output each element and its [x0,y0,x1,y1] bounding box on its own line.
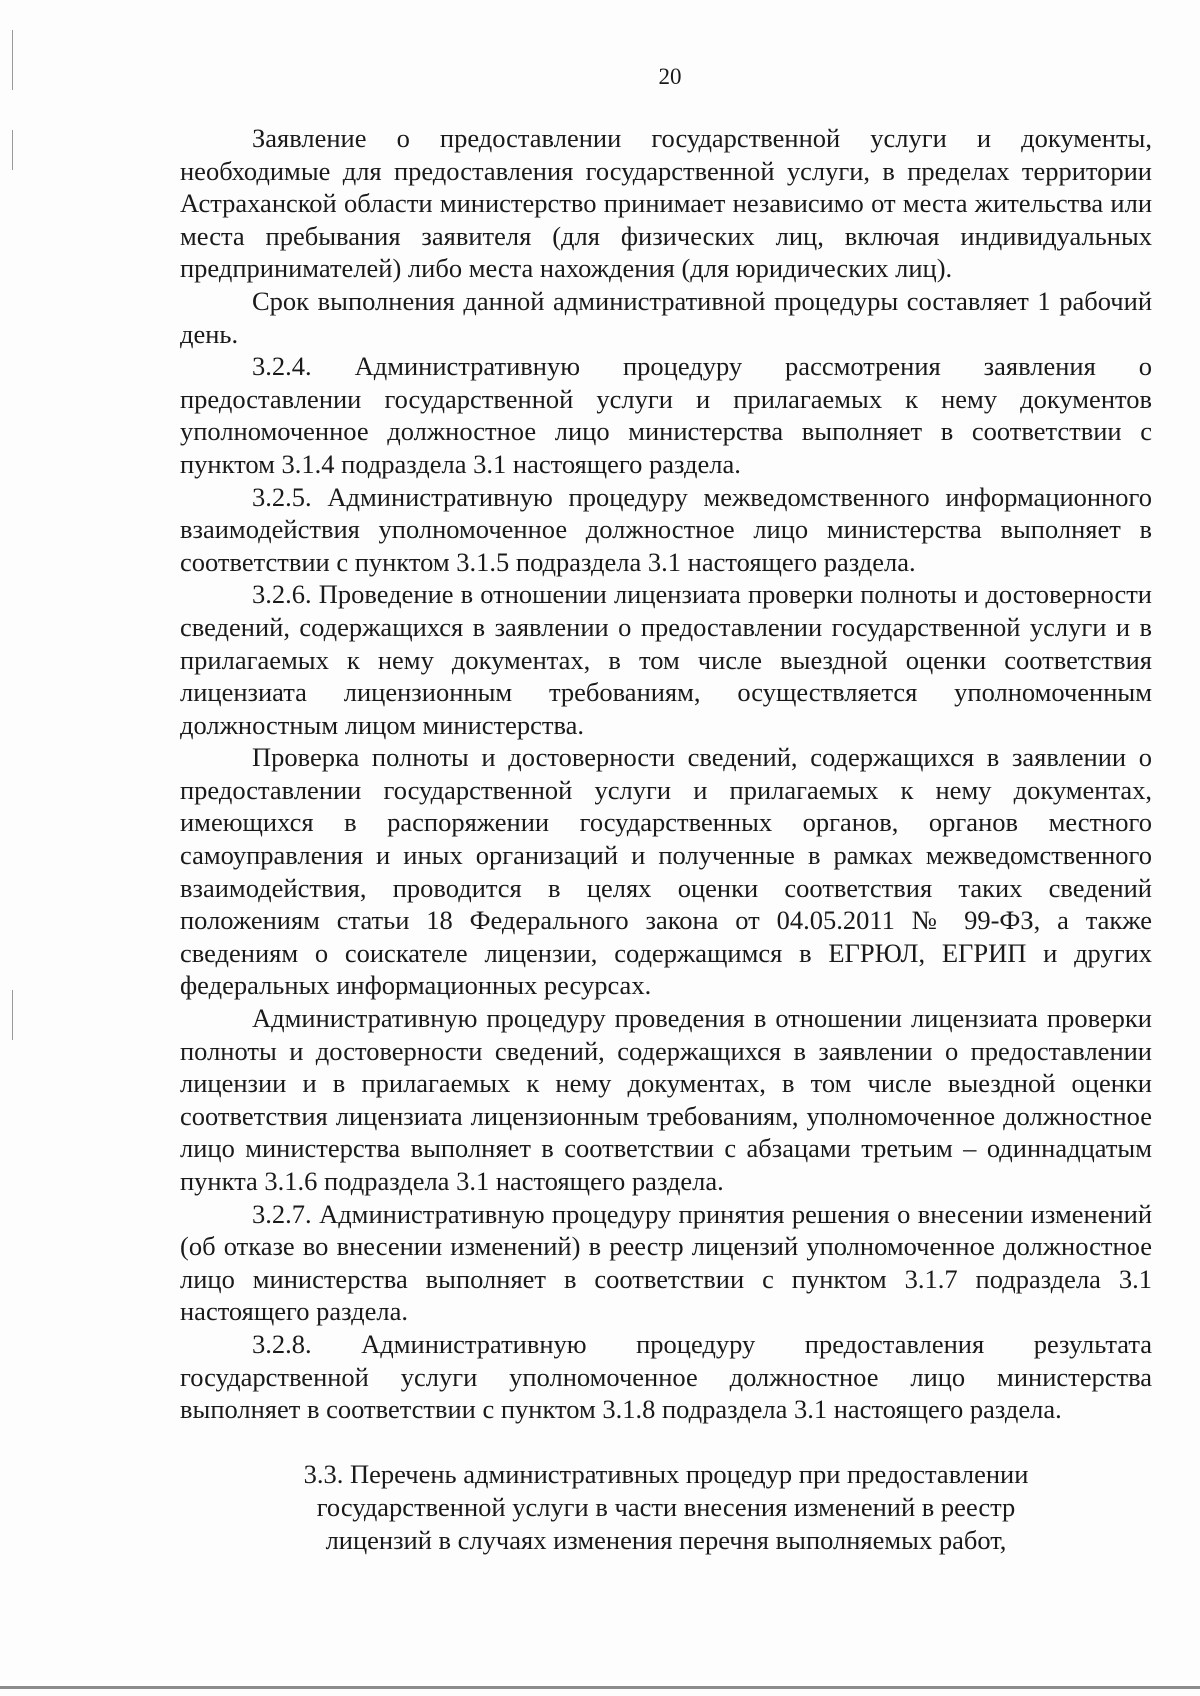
heading-line: лицензий в случаях изменения перечня выполняемых работ, [325,1525,1007,1555]
paragraph: Проверка полноты и достоверности сведений, содержащихся в заявлении о предоставлении государственной услуги и прилагаемых к нему документах, имеющихся в распоряжении государственных органов, органов местного самоуправления и иных организаций и полученные в рамках межведомственного взаимодействия, проводится в целях оценки соответствия таких сведений положениям статьи 18 Федерального закона от 04.05.2011 № 99-ФЗ, а также сведениям о соискателе лицензии, содержащимся в ЕГРЮЛ, ЕГРИП и других федеральных информационных ресурсах. [180,742,1152,1001]
page-number: 20 [658,64,682,89]
paragraph: 3.2.8. Административную процедуру предоставления результата государственной услуги уполномоченное должностное лицо министерства выполняет в соответствии с пунктом 3.1.8 подраздела 3.1 настоящего раздела. [180,1328,1152,1425]
paragraph: Административную процедуру проведения в отношении лицензиата проверки полноты и достоверности сведений, содержащихся в заявлении о предоставлении лицензии и в прилагаемых к нему документах, в том числе выездной оценки соответствия лицензиата лицензионным требованиям, уполномоченное должностное лицо министерства выполняет в соответствии с абзацами третьим – одиннадцатым пункта 3.1.6 подраздела 3.1 настоящего раздела. [180,1003,1152,1196]
paragraph: Срок выполнения данной административной процедуры составляет 1 рабочий день. [180,285,1152,349]
document-body [180,122,1152,1426]
heading-line: государственной услуги в части внесения изменений в реестр [316,1492,1016,1522]
heading-line: 3.3. Перечень административных процедур при предоставлении [303,1459,1029,1489]
paragraph: 3.2.4. Административную процедуру рассмотрения заявления о предоставлении государственной услуги и прилагаемых к нему документов уполномоченное должностное лицо министерства выполняет в соответствии с пунктом 3.1.4 подраздела 3.1 настоящего раздела. [180,351,1152,479]
scan-bottom-edge [0,1686,1200,1689]
paragraph: 3.2.5. Административную процедуру межведомственного информационного взаимодействия уполномоченное должностное лицо министерства выполняет в соответствии с пунктом 3.1.5 подраздела 3.1 настоящего раздела. [180,481,1152,577]
scan-edge-mark [12,130,13,170]
paragraph: 3.2.7. Административную процедуру принятия решения о внесении изменений (об отказе во внесении изменений) в реестр лицензий уполномоченное должностное лицо министерства выполняет в соответствии с пунктом 3.1.7 подраздела 3.1 настоящего раздела. [180,1198,1152,1327]
paragraph: 3.2.6. Проведение в отношении лицензиата проверки полноты и достоверности сведений, содержащихся в заявлении о предоставлении государственной услуги и в прилагаемых к нему документах, в том числе выездной оценки соответствия лицензиата лицензионным требованиям, осуществляется уполномоченным должностным лицом министерства. [180,579,1152,740]
scan-edge-mark [12,990,13,1040]
paragraph: Заявление о предоставлении государственной услуги и документы, необходимые для предоставления государственной услуги, в пределах территории Астраханской области министерство принимает независимо от места жительства или места пребывания заявителя (для физических лиц, включая индивидуальных предпринимателей) либо места нахождения (для юридических лиц). [180,123,1152,284]
section-heading [180,1458,1152,1557]
